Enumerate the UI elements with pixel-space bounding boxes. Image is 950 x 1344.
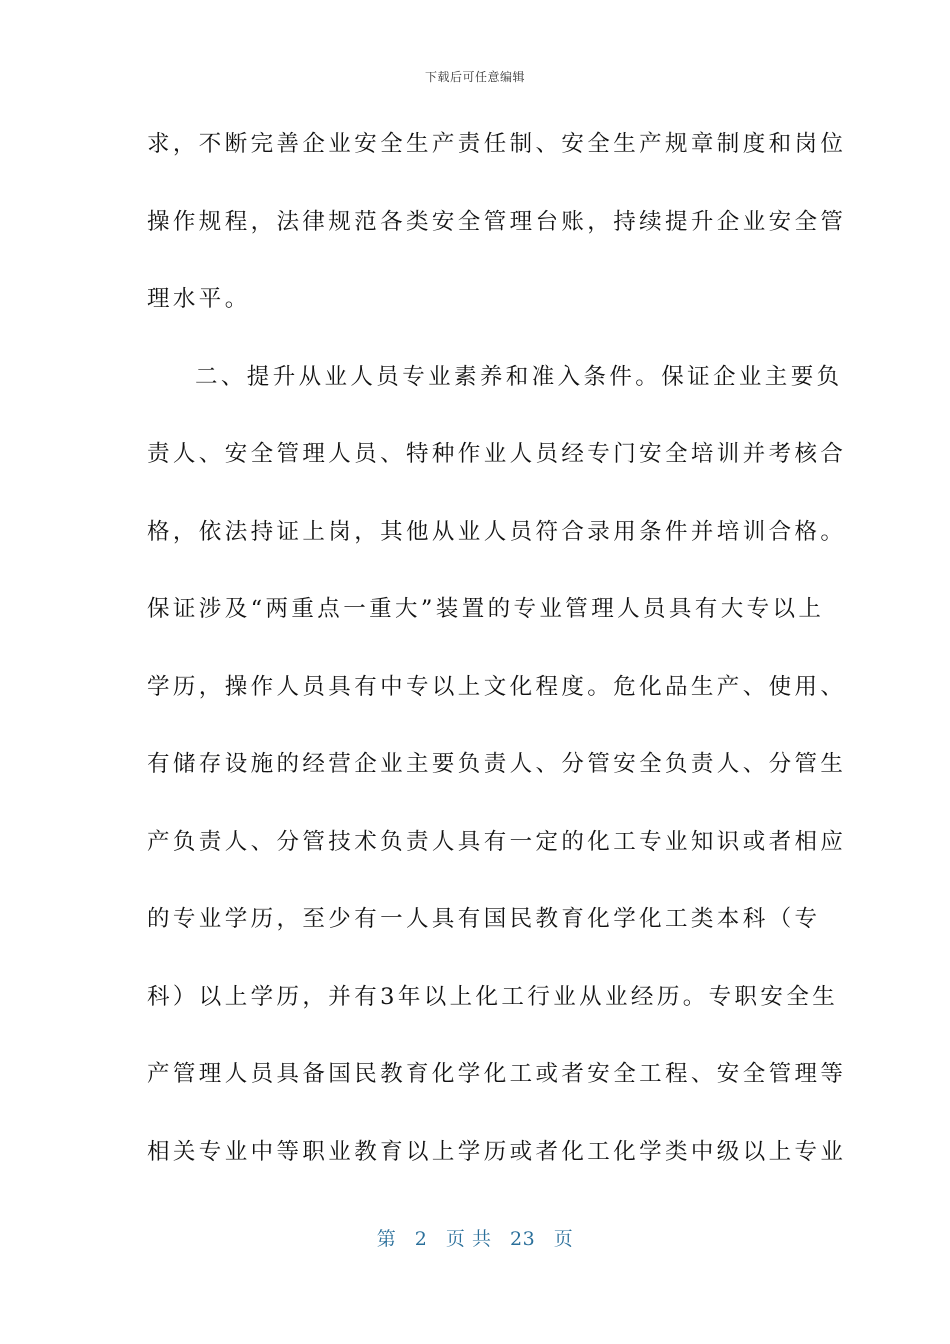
section-heading-line: 二、提升从业人员专业素养和准入条件。保证企业主要负 bbox=[195, 363, 843, 390]
text-line: 格，依法持证上岗，其他从业人员符合录用条件并培训合格。 bbox=[147, 518, 847, 545]
text-line: 科）以上学历，并有3年以上化工行业从业经历。专职安全生 bbox=[147, 983, 839, 1010]
text-line: 责人、安全管理人员、特种作业人员经专门安全培训并考核合 bbox=[147, 441, 847, 467]
text-line: 操作规程，法律规范各类安全管理台账，持续提升企业安全管 bbox=[147, 208, 847, 235]
text-line: 理水平。 bbox=[147, 286, 251, 312]
text-line: 求，不断完善企业安全生产责任制、安全生产规章制度和岗位 bbox=[147, 131, 847, 157]
text-line: 保证涉及“两重点一重大”装置的专业管理人员具有大专以上 bbox=[147, 596, 825, 622]
text-line: 相关专业中等职业教育以上学历或者化工化学类中级以上专业 bbox=[147, 1138, 847, 1165]
text-line: 的专业学历，至少有一人具有国民教育化学化工类本科（专 bbox=[147, 906, 821, 932]
page-header: 下载后可任意编辑 bbox=[424, 70, 525, 84]
footer-total-pages: 23 bbox=[510, 1228, 536, 1250]
footer-page-number: 2 bbox=[414, 1228, 428, 1250]
footer-prefix: 第 bbox=[376, 1228, 397, 1250]
footer-suffix: 页 bbox=[553, 1228, 574, 1250]
text-line: 学历，操作人员具有中专以上文化程度。危化品生产、使用、 bbox=[147, 673, 847, 700]
text-line: 有储存设施的经营企业主要负责人、分管安全负责人、分管生 bbox=[147, 751, 847, 777]
footer-middle: 页 共 bbox=[445, 1228, 492, 1250]
text-line: 产管理人员具备国民教育化学化工或者安全工程、安全管理等 bbox=[147, 1061, 847, 1087]
text-line: 产负责人、分管技术负责人具有一定的化工专业知识或者相应 bbox=[147, 828, 847, 855]
document-body bbox=[147, 122, 847, 1207]
page-footer bbox=[0, 1224, 950, 1251]
